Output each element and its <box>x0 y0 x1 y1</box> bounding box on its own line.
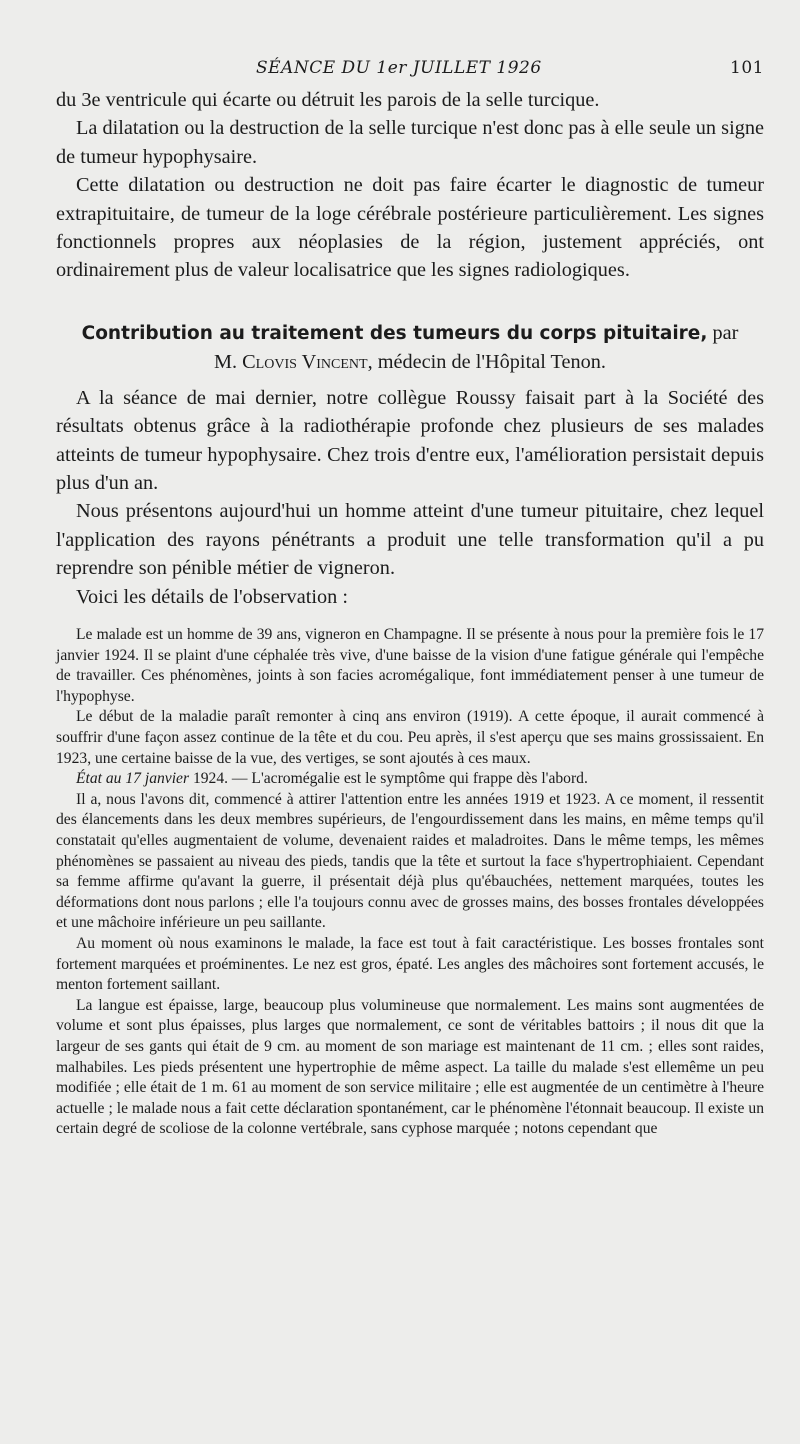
observation-paragraph-1: Le malade est un homme de 39 ans, vigneron en Champagne. Il se présente à nous pour la première fois le 17 janvier 1924. Il se plaint d'une céphalée très vive, d'une baisse de la vision d'une fatigue générale qui l'empêche de travailler. Ces phénomènes, joints à son facies acromégalique, font immédiatement penser à une tumeur de l'hypophyse. <box>56 626 764 705</box>
article-by: par <box>712 321 739 344</box>
observation-date-heading: État au 17 janvier <box>76 770 190 788</box>
article-author: M. Clovis Vincent, <box>213 350 373 373</box>
running-title: SÉANCE DU 1er JUILLET 1926 <box>256 58 542 78</box>
article-body <box>56 384 764 611</box>
article-paragraph-3: Voici les détails de l'observation : <box>76 585 348 608</box>
intro-paragraph-1: du 3e ventricule qui écarte ou détruit les parois de la selle turcique. <box>56 89 600 111</box>
observation-date-text: 1924. — L'acromégalie est le symptôme qui frappe dès l'abord. <box>189 770 588 788</box>
article-affiliation: médecin de l'Hôpital Tenon. <box>377 350 607 373</box>
page-number: 101 <box>730 58 764 78</box>
observation-paragraph-5: Au moment où nous examinons le malade, la face est tout à fait caractéristique. Les bosses frontales sont fortement marquées et proéminentes. Le nez est gros, épaté. Les angles des mâchoires sont fortement accusés, le menton fortement saillant. <box>56 935 764 994</box>
running-head <box>56 58 764 78</box>
observation-paragraph-4: Il a, nous l'avons dit, commencé à attirer l'attention entre les années 1919 et 1923. A ce moment, il ressentit des élancements dans les deux membres supérieurs, de l'engourdissement dans les mains, en même temps qu'il constatait qu'elles augmentaient de volume, devenaient raides et maladroites. Dans le même temps, les mêmes phénomènes se passaient au niveau des pieds, tandis que la tête et surtout la face s'hypertrophiaient. Cependant sa femme affirme qu'avant la guerre, il présentait déjà plus qu'ébauchées, nettement marquées, toutes les déformations dont nous parlons ; elle l'a toujours connu avec de grosses mains, des bosses frontales développées et une mâchoire inférieure un peu saillante. <box>56 790 764 932</box>
intro-section <box>56 86 764 285</box>
article-title: Contribution au traitement des tumeurs du corps pituitaire, <box>81 322 708 344</box>
article-heading <box>56 319 764 376</box>
article-paragraph-1: A la séance de mai dernier, notre collègue Roussy faisait part à la Société des résultats obtenus grâce à la radiothérapie profonde chez plusieurs de ses malades atteints de tumeur hypophysaire. Chez trois d'entre eux, l'amélioration persistait depuis plus d'un an. <box>56 386 764 495</box>
intro-paragraph-2: La dilatation ou la destruction de la selle turcique n'est donc pas à elle seule un signe de tumeur hypophysaire. <box>56 117 764 168</box>
observation-section <box>56 625 764 1140</box>
intro-paragraph-3: Cette dilatation ou destruction ne doit pas faire écarter le diagnostic de tumeur extrapituitaire, de tumeur de la loge cérébrale postérieure particulièrement. Les signes fonctionnels propres aux néoplasies de la région, justement appréciés, ont ordinairement plus de valeur localisatrice que les signes radiologiques. <box>56 174 764 282</box>
observation-paragraph-6: La langue est épaisse, large, beaucoup plus volumineuse que normalement. Les mains sont augmentées de volume et sont plus épaisses, plus larges que normalement, ce sont de véritables battoirs ; il nous dit que la largeur de ses gants qui était de 9 cm. au moment de son mariage est maintenant de 11 cm. ; elles sont raides, malhabiles. Les pieds présentent une hypertrophie de même aspect. La taille du malade s'est ellemême un peu modifiée ; elle était de 1 m. 61 au moment de son service militaire ; elle est augmentée de un centimètre à l'heure actuelle ; le malade nous a fait cette déclaration spontanément, car le phénomène l'étonnait beaucoup. Il existe un certain degré de scoliose de la colonne vertébrale, sans cyphose marquée ; notons cependant que <box>56 996 764 1138</box>
observation-paragraph-2: Le début de la maladie paraît remonter à cinq ans environ (1919). A cette époque, il aurait commencé à souffrir d'une façon assez continue de la tête et du cou. Peu après, il s'est aperçu que ses mains grossissaient. En 1923, une certaine baisse de la vue, des vertiges, se sont ajoutés à ces maux. <box>56 708 764 767</box>
article-paragraph-2: Nous présentons aujourd'hui un homme atteint d'une tumeur pituitaire, chez lequel l'application des rayons pénétrants a produit une telle transformation qu'il a pu reprendre son pénible métier de vigneron. <box>56 500 764 580</box>
observation-paragraph-3 <box>56 769 764 790</box>
